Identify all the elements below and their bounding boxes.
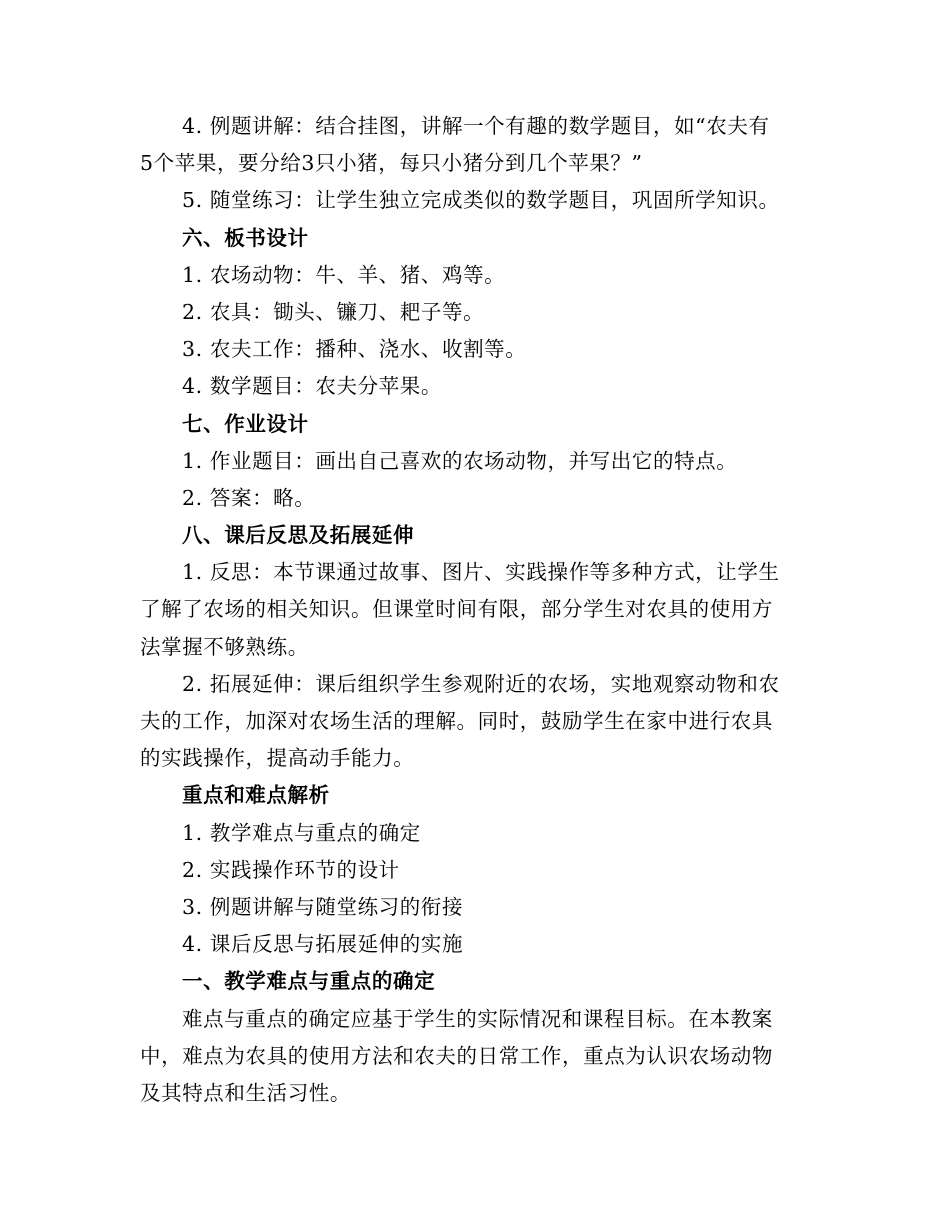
section-heading: 六、板书设计 — [182, 225, 309, 250]
text-line: 4. 数学题目：农夫分苹果。 — [182, 374, 442, 399]
text-line: 2. 答案：略。 — [182, 485, 316, 510]
section-heading: 重点和难点解析 — [182, 783, 330, 808]
section-heading: 一、教学难点与重点的确定 — [182, 969, 436, 994]
document-body — [140, 108, 805, 1112]
text-line: 1. 作业题目：画出自己喜欢的农场动物，并写出它的特点。 — [182, 448, 738, 473]
text-line: 夫的工作，加深对农场生活的理解。同时，鼓励学生在家中进行农具 — [140, 709, 773, 733]
text-line: 2. 农具：锄头、镰刀、耙子等。 — [182, 299, 485, 324]
text-line: 4. 课后反思与拓展延伸的实施 — [182, 932, 464, 957]
text-line: 5个苹果，要分给3只小猪，每只小猪分到几个苹果？” — [140, 151, 643, 176]
text-line: 法掌握不够熟练。 — [140, 634, 309, 659]
text-line: 中，难点为农具的使用方法和农夫的日常工作，重点为认识农场动物 — [140, 1043, 773, 1068]
text-line: 了解了农场的相关知识。但课堂时间有限，部分学生对农具的使用方 — [140, 597, 773, 622]
text-line: 2. 实践操作环节的设计 — [182, 857, 400, 882]
text-line: 及其特点和生活习性。 — [140, 1080, 351, 1105]
text-line: 4. 例题讲解：结合挂图，讲解一个有趣的数学题目，如“农夫有 — [182, 114, 770, 138]
section-heading: 七、作业设计 — [182, 411, 309, 436]
text-line: 难点与重点的确定应基于学生的实际情况和课程目标。在本教案 — [182, 1006, 773, 1031]
text-line: 的实践操作，提高动手能力。 — [140, 746, 415, 771]
text-line: 1. 农场动物：牛、羊、猪、鸡等。 — [182, 262, 506, 287]
text-line: 5. 随堂练习：让学生独立完成类似的数学题目，巩固所学知识。 — [182, 188, 780, 213]
text-line: 3. 农夫工作：播种、浇水、收割等。 — [182, 337, 527, 362]
text-line: 3. 例题讲解与随堂练习的衔接 — [182, 894, 464, 919]
text-line: 1. 反思：本节课通过故事、图片、实践操作等多种方式，让学生 — [182, 560, 780, 585]
text-line: 2. 拓展延伸：课后组织学生参观附近的农场，实地观察动物和农 — [182, 671, 780, 696]
text-line: 1. 教学难点与重点的确定 — [182, 820, 421, 845]
section-heading: 八、课后反思及拓展延伸 — [182, 523, 415, 548]
